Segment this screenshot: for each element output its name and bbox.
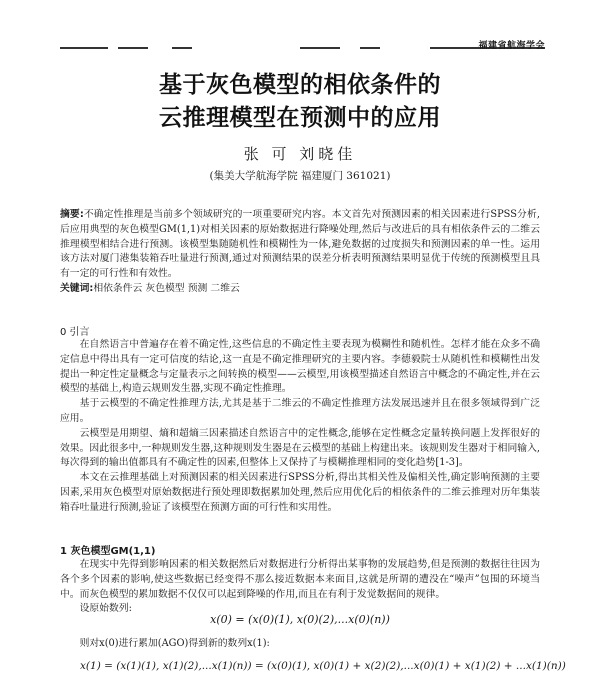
intro-heading: 0 引言	[60, 327, 90, 338]
intro-paragraph-3: 云模型是用期望、熵和超熵三因素描述自然语言中的定性概念,能够在定性概念定量转换问题上发挥很好的效果。因此很多中,一种规则发生器,这种规则发生器是在云模型的基础上构建出来。该规则发生器对于相同输入,每次得到的输出值都具有不确定性的因素,但整体上又保持了与模糊推理相同的变化趋势[1-3]。	[60, 427, 540, 469]
section-1-paragraph-1: 在现实中先得到影响因素的相关数据然后对数据进行分析得出某事物的发展趋势,但是预测的数据往往因为各个多个因素的影响,使这些数据已经变得不那么接近数据本来面目,这就是所谓的遭没在“噪声”包围的环境当中。而灰色模型的累加数据不仅仅可以起到降噪的作用,而且在有利于发觉数据间的规律。	[60, 559, 540, 600]
header-rule	[60, 47, 108, 49]
keywords-label: 关键词:	[60, 282, 94, 294]
abstract-text: 不确定性推理是当前多个领域研究的一项重要研究内容。本文首先对预测因素的相关因素进行SPSS分析,后应用典型的灰色模型GM(1,1)对相关因素的原始数据进行降噪处理,然后与改进后的具有相依条件云的二维云推理模型相结合进行预测。该模型集随随机性和模糊性为一体,避免数据的过度损失和预测因素的单一性。运用该方法对厦门港集装箱吞吐量进行预测,通过对预测结果的误差分析表明预测结果明显优于传统的预测模型且具有一定的可行性和有效性。	[60, 209, 540, 280]
section-1-heading: 1 灰色模型GM(1,1)	[60, 546, 156, 557]
section-1-body-cont	[60, 637, 540, 652]
intro-paragraph-2: 基于云模型的不确定性推理方法,尤其是基于二维云的不确定性推理方法发展迅速并且在很多领域得到广泛应用。	[60, 398, 540, 424]
equation-1: x(0) = (x(0)(1), x(0)(2),...x(0)(n))	[210, 613, 390, 626]
affiliation: (集美大学航海学院 福建厦门 361021)	[209, 170, 391, 182]
abstract-label: 摘要:	[60, 209, 84, 220]
equation-2: x(1) = (x(1)(1), x(1)(2),...x(1)(n)) = (x(0)(1), x(0)(1) + x(2)(2),...x(0)(1) + x(1)(2) + ...x(1)(n))	[80, 660, 566, 672]
intro-paragraph-4: 本文在云推理基础上对预测因素的相关因素进行SPSS分析,得出其相关性及偏相关性,确定影响预测的主要因素,采用灰色模型对原始数据进行预处理即数据累加处理,然后应用优化后的相依条件的二维云推理对历年集装箱吞吐量进行预测,验证了该模型在预测方面的可行性和实用性。	[60, 472, 540, 513]
intro-body	[60, 338, 540, 516]
intro-paragraph-1: 在自然语言中普遍存在着不确定性,这些信息的不确定性主要表现为模糊性和随机性。怎样才能在众多不确定信息中得出具有一定可信度的结论,这一直是不确定推理研究的主要内容。李德毅院士从随机性和模糊性出发提出一种定性定量概念与定量表示之间转换的模型——云模型,用该模型描述自然语言中概念的不确定性,并在云模型的基础上,构造云规则发生器,实现不确定性推理。	[60, 339, 540, 395]
title-line-2: 云推理模型在预测中的应用	[159, 105, 441, 131]
header-rule	[360, 47, 380, 49]
authors: 张 可 刘晓佳	[243, 145, 357, 163]
title-line-1: 基于灰色模型的相依条件的	[159, 72, 441, 98]
header-rule	[118, 47, 148, 49]
journal-name: 福建省航海学会	[478, 41, 545, 51]
keywords: 相依条件云 灰色模型 预测 二维云	[93, 282, 240, 294]
header-rule	[172, 47, 192, 49]
abstract	[60, 208, 540, 297]
section-1-paragraph-3: 则对x(0)进行累加(AGO)得到新的数列x(1):	[79, 638, 270, 649]
section-1-paragraph-2: 设原始数列:	[79, 603, 132, 615]
header-rule	[300, 47, 340, 49]
section-1-body	[60, 558, 540, 617]
